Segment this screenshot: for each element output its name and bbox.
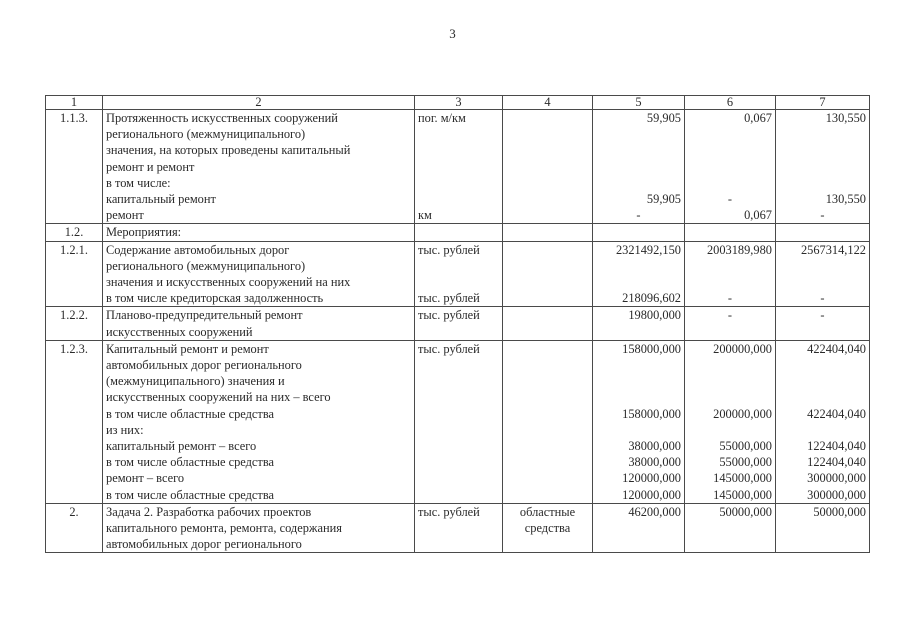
value-col7-cell [776,340,870,503]
value-col5: 19800,000 [628,308,681,323]
value-col6: 0,067 [744,111,772,125]
value-col7: 122404,040 [807,455,866,470]
item-name: Содержание автомобильных дорог [106,242,290,257]
value-col5-cell [593,224,685,241]
row-number: 1.2.3. [60,341,88,356]
item-name: регионального (межмуниципального) [106,127,306,142]
item-name: ремонт и ремонт [106,159,195,174]
item-name: значения и искусственных сооружений на них [106,275,351,290]
item-name: ремонт – всего [106,471,185,486]
row-number: 1.2.2. [60,308,88,323]
row-number-cell [46,241,103,307]
header-row [46,96,870,110]
value-col7: 422404,040 [807,341,866,356]
source-cell-cell [503,503,593,553]
item-name: в том числе областные средства [106,487,275,502]
item-name: в том числе: [106,175,171,190]
value-col7: - [820,291,825,306]
value-col6: 55000,000 [719,455,772,470]
source-cell-cell [503,307,593,340]
value-col5: 158000,000 [622,406,681,421]
item-name-cell [103,110,415,224]
unit-cell-cell [415,110,503,224]
item-name: Мероприятия: [106,225,182,240]
value-col6-cell [685,224,776,241]
item-name: Протяженность искусственных сооружений [106,111,338,125]
item-name: капитальный ремонт [106,192,216,207]
value-col5: - [636,208,641,223]
item-name: Задача 2. Разработка рабочих проектов [106,504,312,519]
value-col6-cell [685,110,776,224]
value-col5-cell [593,307,685,340]
item-name-cell [103,503,415,553]
value-col7: 2567314,122 [800,242,866,257]
value-col5: 38000,000 [628,455,681,470]
source-cell-cell [503,224,593,241]
item-name: искусственных сооружений [106,324,253,339]
value-col5: 120000,000 [622,471,681,486]
value-col7: 300000,000 [807,471,866,486]
value-col7-cell [776,503,870,553]
header-cell: 2 [103,96,415,110]
header-cell: 1 [46,96,103,110]
source-cell-cell [503,241,593,307]
source-cell: средства [524,521,571,536]
unit-cell-cell [415,307,503,340]
row-number-cell [46,307,103,340]
source-cell: областные [519,504,576,519]
value-col7-cell [776,110,870,224]
value-col5: 120000,000 [622,487,681,502]
value-col6: - [727,308,733,323]
value-col7: 300000,000 [807,487,866,502]
table-row [46,241,870,307]
row-number-cell [46,503,103,553]
row-number: 2. [69,504,79,519]
header-cell: 7 [776,96,870,110]
row-number-cell [46,110,103,224]
source-cell-cell [503,340,593,503]
value-col7: 422404,040 [807,406,866,421]
row-number: 1.2.1. [60,242,88,257]
item-name-cell [103,241,415,307]
unit-cell-cell [415,224,503,241]
value-col6: 55000,000 [719,439,772,454]
table-row [46,340,870,503]
item-name-cell [103,340,415,503]
value-col5: 218096,602 [622,291,681,306]
value-col6: 145000,000 [713,471,772,486]
item-name: капитальный ремонт – всего [106,439,257,454]
unit-cell-cell [415,340,503,503]
unit-cell: пог. м/км [418,111,466,125]
unit-cell: тыс. рублей [418,291,480,306]
item-name-cell [103,307,415,340]
value-col7-cell [776,241,870,307]
item-name: ремонт [106,208,144,223]
value-col5-cell [593,241,685,307]
unit-cell-cell [415,241,503,307]
item-name-cell [103,224,415,241]
value-col7: 130,550 [825,111,866,125]
item-name: в том числе кредиторская задолженность [106,291,324,306]
table-row [46,110,870,224]
item-name: искусственных сооружений на них – всего [106,390,331,405]
unit-cell: тыс. рублей [418,308,480,323]
value-col5: 46200,000 [628,504,681,519]
row-number: 1.1.3. [60,111,88,125]
item-name: значения, на которых проведены капитальный [106,143,351,158]
value-col5: 158000,000 [622,341,681,356]
value-col6: 2003189,980 [706,242,772,257]
value-col5: 59,905 [646,192,681,207]
item-name: регионального (межмуниципального) [106,258,306,273]
unit-cell: тыс. рублей [418,341,480,356]
header-cell: 5 [593,96,685,110]
value-col6: 50000,000 [719,504,772,519]
value-col5-cell [593,503,685,553]
value-col6: 145000,000 [713,487,772,502]
row-number: 1.2. [64,225,84,240]
value-col6: 0,067 [744,208,772,223]
value-col6: 200000,000 [713,406,772,421]
table-row [46,224,870,241]
value-col7: 122404,040 [807,439,866,454]
row-number-cell [46,340,103,503]
value-col6-cell [685,307,776,340]
value-col7-cell [776,307,870,340]
unit-cell: тыс. рублей [418,242,480,257]
value-col6: 200000,000 [713,341,772,356]
value-col6: - [727,192,733,207]
value-col6: - [727,291,733,306]
table-row [46,307,870,340]
item-name: автомобильных дорог регионального [106,537,302,552]
header-cell: 4 [503,96,593,110]
item-name: автомобильных дорог регионального [106,358,302,373]
value-col7: - [820,308,825,323]
item-name: (межмуниципального) значения и [106,374,285,389]
value-col7-cell [776,224,870,241]
value-col5: 2321492,150 [615,242,681,257]
header-cell: 6 [685,96,776,110]
item-name: в том числе областные средства [106,406,275,421]
item-name: капитального ремонта, ремонта, содержания [106,521,342,536]
item-name: Планово-предупредительный ремонт [106,308,303,323]
value-col6-cell [685,241,776,307]
table-row [46,503,870,553]
value-col5: 59,905 [646,111,681,125]
unit-cell-cell [415,503,503,553]
budget-table [45,95,870,553]
unit-cell: тыс. рублей [418,504,480,519]
value-col5-cell [593,340,685,503]
value-col5-cell [593,110,685,224]
unit-cell: км [418,208,432,223]
page-number: 3 [449,26,456,41]
header-cell: 3 [415,96,503,110]
value-col7: - [820,208,825,223]
row-number-cell [46,224,103,241]
item-name: из них: [106,422,144,437]
value-col6-cell [685,503,776,553]
value-col7: 130,550 [825,192,866,207]
value-col7: 50000,000 [813,504,866,519]
item-name: в том числе областные средства [106,455,275,470]
item-name: Капитальный ремонт и ремонт [106,341,269,356]
value-col6-cell [685,340,776,503]
source-cell-cell [503,110,593,224]
value-col5: 38000,000 [628,439,681,454]
